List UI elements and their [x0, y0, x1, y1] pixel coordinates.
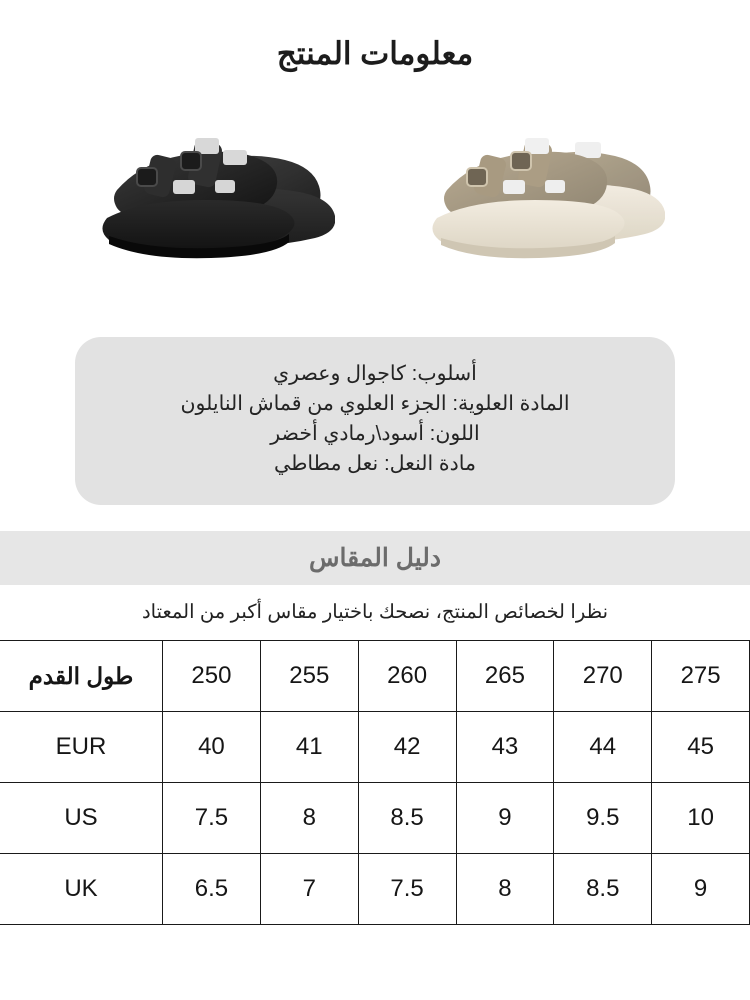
detail-sole-material: مادة النعل: نعل مطاطي	[274, 452, 476, 475]
cell-uk-9: 9	[652, 854, 750, 925]
cell-foot-length-250: 250	[163, 641, 261, 712]
detail-color: اللون: أسود\رمادي أخضر	[270, 422, 480, 445]
cell-uk-7-5: 7.5	[358, 854, 456, 925]
cell-uk-8-5: 8.5	[554, 854, 652, 925]
cell-uk-8: 8	[456, 854, 554, 925]
table-row	[0, 641, 750, 712]
cell-uk-6-5: 6.5	[163, 854, 261, 925]
row-label-eur: EUR	[0, 712, 163, 783]
cell-eur-40: 40	[163, 712, 261, 783]
cell-uk-7: 7	[260, 854, 358, 925]
row-label-uk: UK	[0, 854, 163, 925]
cell-eur-44: 44	[554, 712, 652, 783]
sandal-beige-image	[425, 94, 665, 274]
cell-us-9-5: 9.5	[554, 783, 652, 854]
cell-foot-length-270: 270	[554, 641, 652, 712]
cell-eur-41: 41	[260, 712, 358, 783]
table-row	[0, 712, 750, 783]
cell-foot-length-275: 275	[652, 641, 750, 712]
product-details-box	[75, 337, 675, 505]
row-label-foot-length: طول القدم	[0, 641, 163, 712]
detail-upper-material: المادة العلوية: الجزء العلوي من قماش النايلون	[180, 392, 570, 415]
cell-us-9: 9	[456, 783, 554, 854]
cell-us-10: 10	[652, 783, 750, 854]
cell-us-7-5: 7.5	[163, 783, 261, 854]
cell-foot-length-260: 260	[358, 641, 456, 712]
detail-style: أسلوب: كاجوال وعصري	[273, 362, 477, 385]
size-table	[0, 640, 750, 925]
cell-foot-length-265: 265	[456, 641, 554, 712]
cell-eur-42: 42	[358, 712, 456, 783]
cell-us-8-5: 8.5	[358, 783, 456, 854]
cell-foot-length-255: 255	[260, 641, 358, 712]
row-label-us: US	[0, 783, 163, 854]
size-guide-note: نظرا لخصائص المنتج، نصحك باختيار مقاس أكبر من المعتاد	[141, 601, 609, 623]
sandal-black-image	[95, 94, 335, 274]
size-guide-title: دليل المقاس	[309, 544, 441, 572]
table-row	[0, 783, 750, 854]
product-images	[0, 94, 750, 319]
table-row	[0, 854, 750, 925]
cell-eur-45: 45	[652, 712, 750, 783]
size-guide-band	[0, 531, 750, 585]
page-title: معلومات المنتج	[276, 36, 474, 71]
cell-eur-43: 43	[456, 712, 554, 783]
cell-us-8: 8	[260, 783, 358, 854]
